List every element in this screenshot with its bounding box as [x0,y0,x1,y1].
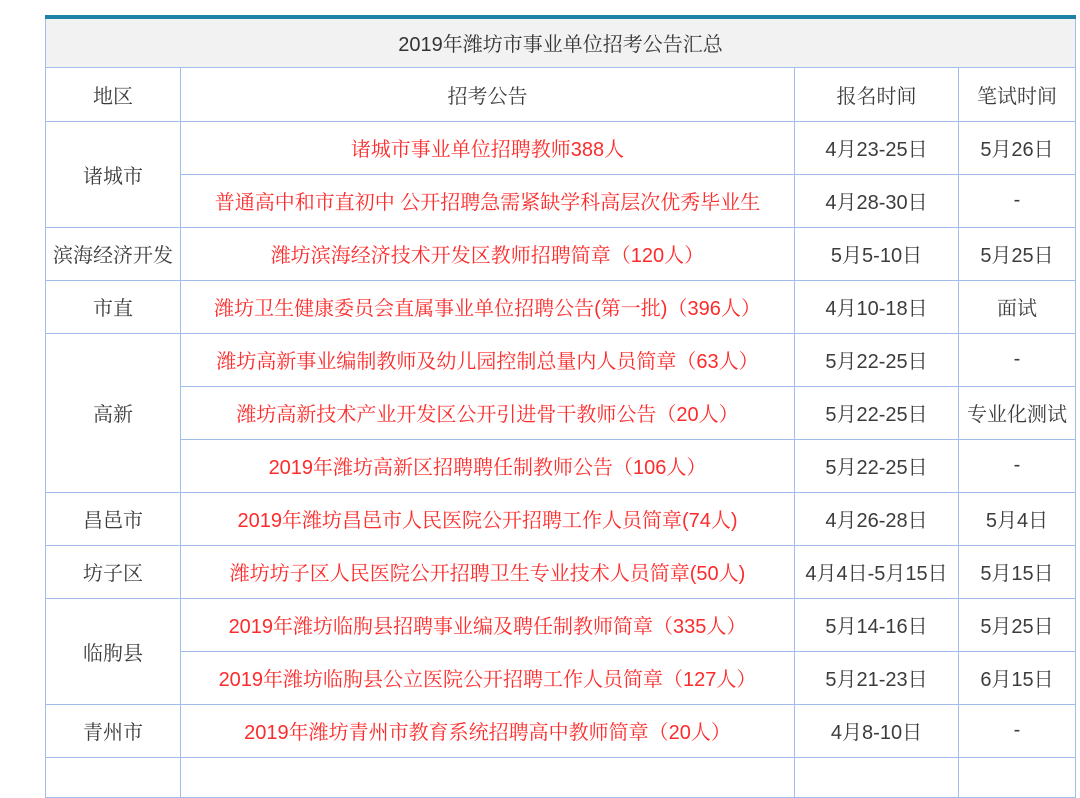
exam-date-cell: - [959,704,1076,757]
table-row [46,598,1076,651]
exam-date-cell: 6月15日 [959,651,1076,704]
announcement-cell [181,227,795,280]
exam-date-cell: 5月15日 [959,545,1076,598]
table-row [46,121,1076,174]
announcement-link[interactable]: 潍坊滨海经济技术开发区教师招聘简章（120人） [270,245,705,267]
exam-date-cell: 面试 [959,280,1076,333]
region-cell-gaoxin: 高新 [46,333,181,492]
announcement-link[interactable]: 普通高中和市直初中 公开招聘急需紧缺学科高层次优秀毕业生 [214,192,761,214]
table-row-partial [46,757,1076,797]
table-row [46,333,1076,386]
announcement-cell [181,121,795,174]
announcement-link[interactable]: 潍坊高新事业编制教师及幼儿园控制总量内人员简章（63人） [216,351,759,373]
region-cell-changyi: 昌邑市 [46,492,181,545]
signup-date-cell: 5月22-25日 [795,439,959,492]
exam-date-cell: 5月4日 [959,492,1076,545]
col-header-exam: 笔试时间 [959,67,1076,121]
announcement-cell [181,651,795,704]
region-cell-binhai: 滨海经济开发 [46,227,181,280]
table-row [46,386,1076,439]
announcement-link[interactable]: 潍坊卫生健康委员会直属事业单位招聘公告(第一批)（396人） [214,298,761,320]
announcement-cell [181,598,795,651]
announcement-table-container [45,15,1076,798]
signup-date-cell: 5月22-25日 [795,386,959,439]
announcement-cell [181,280,795,333]
region-cell-linqu: 临朐县 [46,598,181,704]
signup-date-cell: 5月22-25日 [795,333,959,386]
exam-date-cell: - [959,174,1076,227]
exam-date-cell: 5月25日 [959,598,1076,651]
table-row [46,651,1076,704]
exam-date-cell: - [959,439,1076,492]
exam-date-cell: 5月26日 [959,121,1076,174]
signup-date-cell: 4月8-10日 [795,704,959,757]
col-header-announcement: 招考公告 [181,67,795,121]
announcement-cell [181,439,795,492]
announcement-link[interactable]: 2019年潍坊高新区招聘聘任制教师公告（106人） [268,457,707,479]
exam-date-cell: 专业化测试 [959,386,1076,439]
signup-date-cell: 5月21-23日 [795,651,959,704]
announcement-cell [181,545,795,598]
table-title: 2019年潍坊市事业单位招考公告汇总 [46,17,1076,67]
region-cell-qingzhou: 青州市 [46,704,181,757]
exam-date-cell: - [959,333,1076,386]
signup-date-cell: 4月10-18日 [795,280,959,333]
table-row [46,227,1076,280]
region-cell-fangzi: 坊子区 [46,545,181,598]
region-cell [46,757,181,797]
table-row [46,280,1076,333]
signup-date-cell: 5月5-10日 [795,227,959,280]
col-header-region: 地区 [46,67,181,121]
announcement-table [45,15,1076,798]
announcement-cell [181,492,795,545]
signup-date-cell [795,757,959,797]
exam-date-cell: 5月25日 [959,227,1076,280]
announcement-cell [181,704,795,757]
announcement-link[interactable]: 潍坊高新技术产业开发区公开引进骨干教师公告（20人） [236,404,739,426]
signup-date-cell: 4月26-28日 [795,492,959,545]
exam-date-cell [959,757,1076,797]
region-cell-zhucheng: 诸城市 [46,121,181,227]
table-row [46,545,1076,598]
announcement-cell [181,386,795,439]
col-header-signup: 报名时间 [795,67,959,121]
signup-date-cell: 5月14-16日 [795,598,959,651]
announcement-cell [181,757,795,797]
announcement-cell [181,174,795,227]
signup-date-cell: 4月23-25日 [795,121,959,174]
announcement-link[interactable]: 潍坊坊子区人民医院公开招聘卫生专业技术人员简章(50人) [229,563,746,585]
announcement-cell [181,333,795,386]
table-row [46,492,1076,545]
announcement-link[interactable]: 2019年潍坊昌邑市人民医院公开招聘工作人员简章(74人) [237,510,738,532]
table-row [46,439,1076,492]
table-row [46,704,1076,757]
signup-date-cell: 4月4日-5月15日 [795,545,959,598]
announcement-link[interactable]: 诸城市事业单位招聘教师388人 [350,139,625,161]
table-row [46,174,1076,227]
region-cell-shizhi: 市直 [46,280,181,333]
announcement-link[interactable]: 2019年潍坊临朐县公立医院公开招聘工作人员简章（127人） [218,669,757,691]
announcement-link[interactable]: 2019年潍坊青州市教育系统招聘高中教师简章（20人） [244,722,731,744]
signup-date-cell: 4月28-30日 [795,174,959,227]
announcement-link[interactable]: 2019年潍坊临朐县招聘事业编及聘任制教师简章（335人） [228,616,747,638]
